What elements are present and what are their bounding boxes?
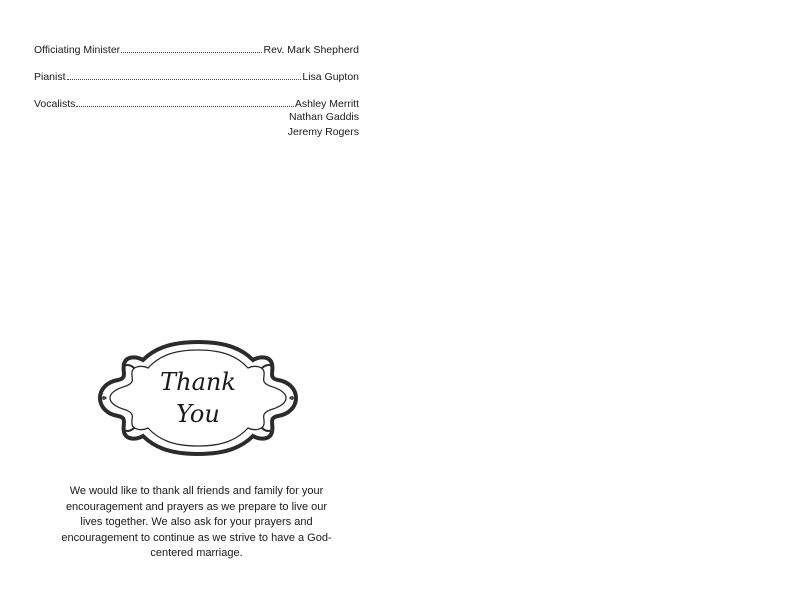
- ornament-text-line2: You: [176, 400, 220, 428]
- participant-name: Lisa Gupton: [302, 71, 359, 83]
- participant-row-minister: [34, 44, 359, 56]
- program-participants: [34, 44, 359, 140]
- thank-you-message: We would like to thank all friends and family for your encouragement and prayers as we prepare to live our lives together. We also ask for your prayers and encouragement to continue as we strive to have a God-centered marriage.: [61, 485, 332, 559]
- participant-role: Officiating Minister: [34, 44, 121, 56]
- participant-role: Pianist: [34, 71, 66, 83]
- participant-name: Ashley Merritt: [294, 98, 359, 110]
- participant-role: Vocalists: [34, 98, 76, 110]
- dot-leader: [121, 52, 262, 53]
- participant-row-pianist: [34, 71, 359, 83]
- thank-you-ornament: [98, 338, 298, 458]
- participant-name: Rev. Mark Shepherd: [263, 44, 359, 56]
- dot-leader: [76, 106, 293, 107]
- ornament-text-line1: Thank: [160, 368, 236, 396]
- participant-name: Nathan Gaddis: [288, 111, 359, 123]
- dot-leader: [67, 79, 302, 80]
- participant-row-vocalists: [34, 98, 359, 110]
- participant-name: Jeremy Rogers: [287, 126, 359, 138]
